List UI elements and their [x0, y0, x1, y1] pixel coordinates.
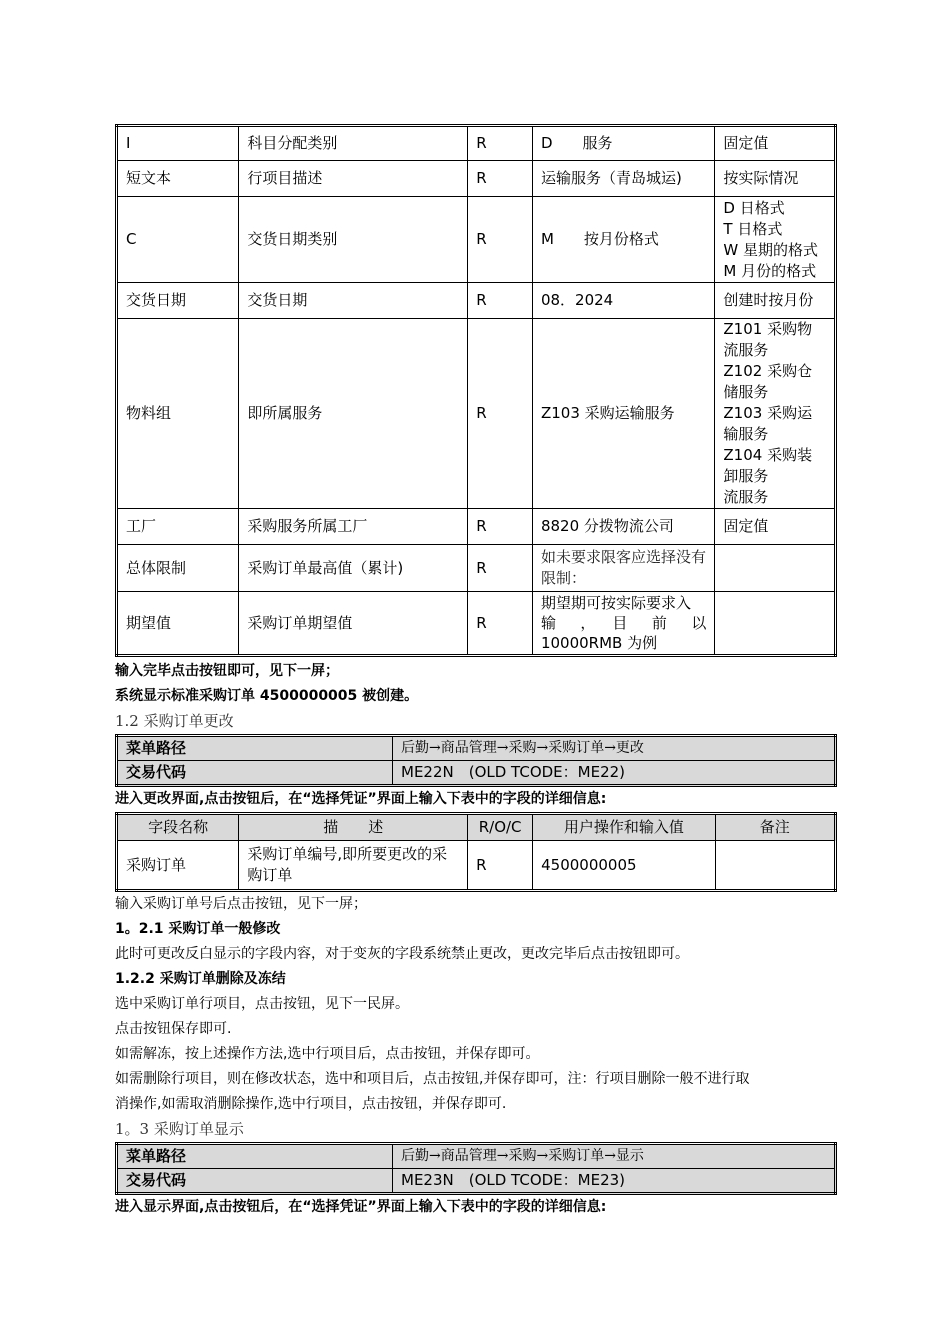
table-row [117, 592, 836, 656]
roc-cell: R [468, 197, 533, 283]
field-name-cell: 采购订单 [117, 841, 239, 891]
description-cell: 采购订单期望值 [239, 592, 468, 656]
roc-cell: R [468, 592, 533, 656]
remark-line: Z104 采购装 [723, 446, 813, 464]
remark-line: T 日格式 [723, 219, 783, 238]
transaction-code-value: ME23N (OLD TCODE：ME23) [393, 1169, 836, 1194]
roc-cell: R [468, 126, 533, 161]
remark-line: 流服务 [723, 488, 769, 506]
description-cell: 采购订单最高值（累计) [239, 545, 468, 592]
value-cell: 08．2024 [532, 283, 714, 319]
field-table-1 [115, 124, 837, 657]
remark-line: 卸服务 [723, 467, 769, 485]
table-row [117, 126, 836, 161]
remark-cell [715, 197, 836, 283]
value-cell [532, 592, 714, 656]
remark-line: Z101 采购物 [723, 320, 813, 338]
remark-cell: 创建时按月份 [715, 283, 836, 319]
section-title-1-2-1: 1。2.1 采购订单一般修改 [115, 921, 281, 937]
document-page [115, 124, 837, 1220]
remark-cell: 固定值 [715, 126, 836, 161]
section-intro-1-3: 进入显示界面,点击按钮后，在“选择凭证”界面上输入下表中的字段的详细信息: [115, 1199, 607, 1215]
column-header: 备注 [715, 814, 835, 841]
value-cell: 运输服务（青岛城运) [532, 161, 714, 197]
menu-table-1-3 [115, 1142, 837, 1195]
remark-cell [715, 592, 836, 656]
completion-note: 输入完毕点击按钮即可，见下一屏； [115, 663, 339, 679]
section-intro-1-2: 进入更改界面,点击按钮后，在“选择凭证”界面上输入下表中的字段的详细信息: [115, 791, 607, 807]
field-name-cell: 期望值 [117, 592, 239, 656]
table-row [117, 761, 836, 786]
remark-line: Z102 采购仓 [723, 362, 813, 380]
table-row [117, 319, 836, 509]
remark-cell [715, 319, 836, 509]
value-cell: M 按月份格式 [532, 197, 714, 283]
description-cell: 行项目描述 [239, 161, 468, 197]
table-row [117, 841, 836, 891]
value-cell: Z103 采购运输服务 [532, 319, 714, 509]
table-row [117, 1144, 836, 1169]
transaction-code-label: 交易代码 [117, 761, 393, 786]
column-header: 用户操作和输入值 [533, 814, 715, 841]
table-row [117, 283, 836, 319]
roc-cell: R [468, 545, 533, 592]
field-name-cell: 物料组 [117, 319, 239, 509]
field-name-cell: 工厂 [117, 509, 239, 545]
transaction-code-label: 交易代码 [117, 1169, 393, 1194]
transaction-code-value: ME22N (OLD TCODE：ME22) [393, 761, 836, 786]
value-cell: 8820 分拨物流公司 [532, 509, 714, 545]
table-row [117, 736, 836, 761]
table-row [117, 545, 836, 592]
description-cell: 交货日期 [239, 283, 468, 319]
field-name-cell: C [117, 197, 239, 283]
column-header: 描 述 [239, 814, 468, 841]
remark-cell [715, 545, 836, 592]
menu-path-value: 后勤→商品管理→采购→采购订单→显示 [393, 1144, 836, 1169]
description-cell: 即所属服务 [239, 319, 468, 509]
remark-cell [715, 841, 835, 891]
table-row [117, 197, 836, 283]
remark-cell: 按实际情况 [715, 161, 836, 197]
remark-line: D 日格式 [723, 198, 785, 217]
remark-line: 储服务 [723, 383, 769, 401]
menu-table-1-2 [115, 734, 837, 787]
paragraph: 如需解冻，按上述操作方法,选中行项目后，点击按钮，并保存即可。 [115, 1046, 540, 1062]
remark-line: Z103 采购运 [723, 404, 813, 422]
section-title-1-2: 1.2 采购订单更改 [115, 712, 234, 730]
field-name-cell: 总体限制 [117, 545, 239, 592]
table-row [117, 161, 836, 197]
table-row [117, 1169, 836, 1194]
column-header: 字段名称 [117, 814, 239, 841]
paragraph: 选中采购订单行项目，点击按钮，见下一民屏。 [115, 996, 409, 1012]
description-cell: 交货日期类别 [239, 197, 468, 283]
menu-path-label: 菜单路径 [117, 1144, 393, 1169]
field-name-cell: 短文本 [117, 161, 239, 197]
section-title-1-2-2: 1.2.2 采购订单删除及冻结 [115, 971, 286, 987]
remark-line: W 星期的格式 [723, 240, 818, 259]
field-name-cell: 交货日期 [117, 283, 239, 319]
roc-cell: R [468, 319, 533, 509]
remark-line: 流服务 [723, 341, 769, 359]
roc-cell: R [468, 509, 533, 545]
roc-cell: R [468, 161, 533, 197]
field-table-2 [115, 812, 837, 892]
remark-line: M 月份的格式 [723, 261, 817, 280]
order-number-note: 输入采购订单号后点击按钮，见下一屏； [115, 896, 367, 912]
created-note: 系统显示标准采购订单 4500000005 被创建。 [115, 688, 419, 704]
description-cell: 采购订单编号,即所要更改的采购订单 [239, 841, 468, 891]
remark-line: 输服务 [723, 425, 769, 443]
field-name-cell: I [117, 126, 239, 161]
value-line: 输 ， 目 前 以 [540, 614, 707, 632]
paragraph: 如需删除行项目，则在修改状态，选中和项目后，点击按钮,并保存即可，注：行项目删除一般不进行取 [115, 1071, 750, 1087]
menu-path-label: 菜单路径 [117, 736, 393, 761]
roc-cell: R [468, 283, 533, 319]
table-row [117, 509, 836, 545]
paragraph: 点击按钮保存即可. [115, 1021, 232, 1037]
value-line: 10000RMB 为例 [540, 634, 658, 652]
description-cell: 科目分配类别 [239, 126, 468, 161]
table-header-row [117, 814, 836, 841]
roc-cell: R [468, 841, 533, 891]
value-cell: 如未要求限客应选择没有限制： [532, 545, 714, 592]
value-cell: D 服务 [532, 126, 714, 161]
section-title-1-3: 1。3 采购订单显示 [115, 1120, 244, 1138]
column-header: R/O/C [468, 814, 533, 841]
description-cell: 采购服务所属工厂 [239, 509, 468, 545]
value-line: 期望期可按实际要求入 [540, 594, 691, 612]
paragraph: 消操作,如需取消删除操作,选中行项目，点击按钮，并保存即可. [115, 1096, 507, 1112]
menu-path-value: 后勤→商品管理→采购→采购订单→更改 [393, 736, 836, 761]
general-modify-text: 此时可更改反白显示的字段内容，对于变灰的字段系统禁止更改，更改完毕后点击按钮即可。 [115, 946, 689, 962]
value-cell: 4500000005 [533, 841, 715, 891]
remark-cell: 固定值 [715, 509, 836, 545]
